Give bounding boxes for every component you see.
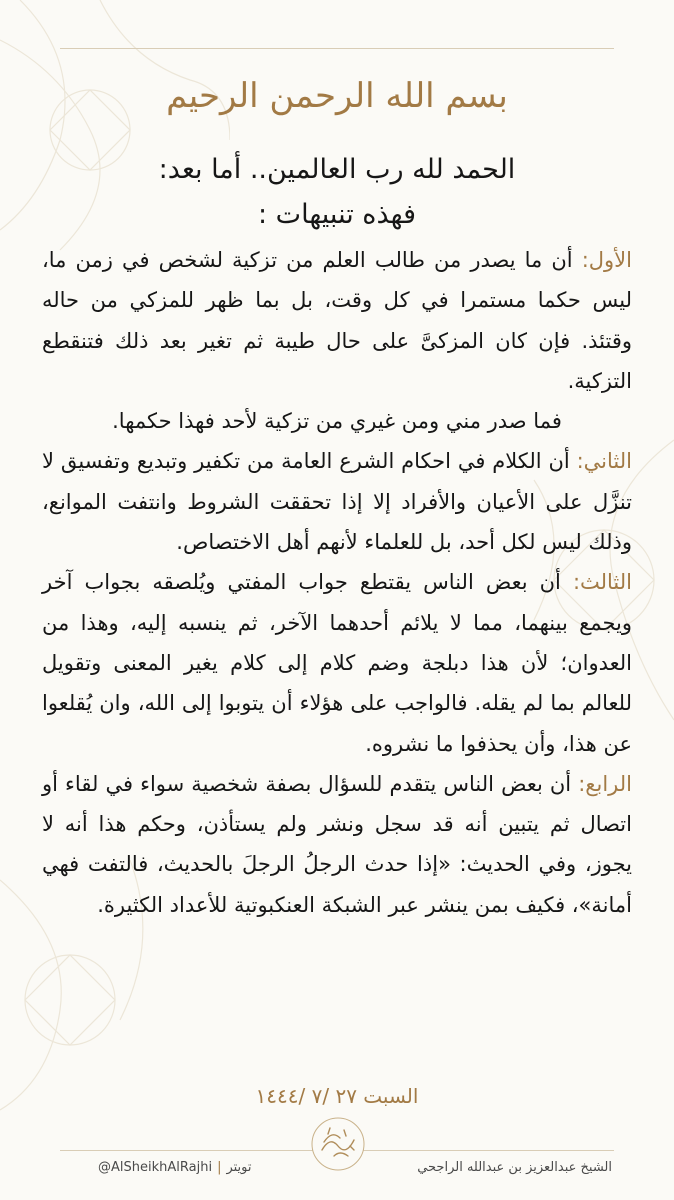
note-fourth xyxy=(42,764,632,925)
note-second xyxy=(42,441,632,562)
intro-praise-line: الحمد لله رب العالمين.. أما بعد: xyxy=(158,154,516,185)
note-first-label: الأول: xyxy=(581,248,632,272)
twitter-label: تويتر xyxy=(226,1160,252,1175)
intro-notes-heading: فهذه تنبيهات : xyxy=(258,199,416,230)
note-first-ruling: فما صدر مني ومن غيري من تزكية لأحد فهذا حكمها. xyxy=(112,409,562,434)
basmala-calligraphy: بسم الله الرحمن الرحيم xyxy=(166,76,508,116)
note-second-label: الثاني: xyxy=(576,449,632,474)
note-first xyxy=(42,240,632,401)
note-fourth-label: الرابع: xyxy=(578,771,632,796)
footer-twitter[interactable] xyxy=(98,1157,252,1179)
footer-author-name: الشيخ عبدالعزيز بن عبدالله الراجحي xyxy=(417,1160,612,1175)
note-first-text: أن ما يصدر من طالب العلم من تزكية لشخص في زمن ما، ليس حكما مستمرا في كل وقت، بل بما ظهر للمزكي من حاله وقتئذ. فإن كان المزكىَّ على حال طيبة ثم تغير بعد ذلك فتنقطع التزكية. xyxy=(42,248,632,393)
top-divider xyxy=(60,48,614,49)
note-fourth-text: أن بعض الناس يتقدم للسؤال بصفة شخصية سواء في لقاء أو اتصال ثم يتبين أنه قد سجل ونشر ولم يستأذن، وحكم هذا أنه لا يجوز، وفي الحديث: «إذا حدث الرجلُ الرجلَ بالحديث، فالتفت فهي أمانة»، فكيف بمن ينشر عبر الشبكة العنكبوتية للأعداد الكثيرة. xyxy=(42,771,632,917)
twitter-handle-link[interactable]: @AlSheikhAlRajhi xyxy=(98,1160,213,1175)
sheikh-signature-logo-icon xyxy=(310,1116,366,1172)
notes-body xyxy=(42,240,632,925)
note-second-text: أن الكلام في احكام الشرع العامة من تكفير وتبديع وتفسيق لا تنزَّل على الأعيان والأفراد إلا إذا تحققت الشروط وانتفت الموانع، وذلك ليس لكل أحد، بل للعلماء لأنهم أهل الاختصاص. xyxy=(42,449,632,555)
note-third-text: أن بعض الناس يقتطع جواب المفتي ويُلصقه بجواب آخر ويجمع بينهما، مما لا يلائم أحدهما الآخر، ثم ينسبه إليه، وهذا من العدوان؛ لأن هذا دبلجة وضم كلام إلى كلام يغير المعنى وتقويل للعالم بما لم يقله. فالواجب على هؤلاء أن يتوبوا إلى الله، وان يُقلعوا عن هذا، وأن يحذفوا ما نشروه. xyxy=(42,570,632,756)
footer-separator: | xyxy=(217,1160,222,1175)
note-third xyxy=(42,562,632,763)
date-line: السبت ٢٧ /٧ /١٤٤٤ xyxy=(255,1084,419,1108)
note-third-label: الثالث: xyxy=(572,570,632,595)
